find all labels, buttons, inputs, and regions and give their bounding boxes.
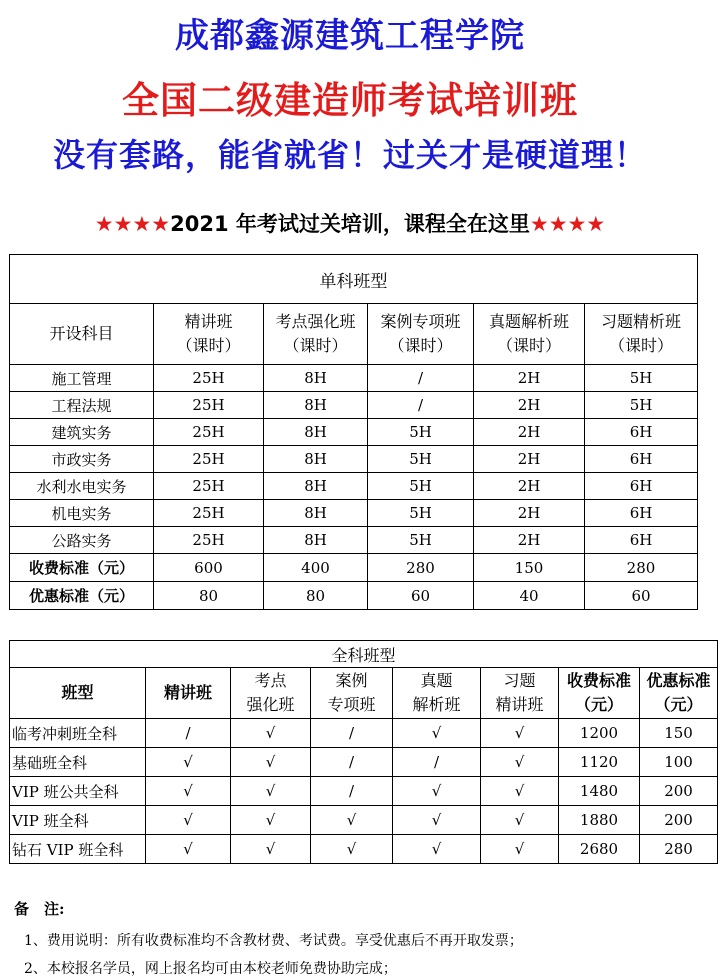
table-cell: 25H <box>154 500 264 527</box>
table-cell: 2H <box>474 527 585 554</box>
table-cell: √ <box>231 806 311 835</box>
table-cell: 5H <box>368 500 474 527</box>
single-table-title: 单科班型 <box>10 255 698 304</box>
table-row <box>10 446 698 473</box>
table-cell: 1480 <box>559 777 640 806</box>
table-cell: 1200 <box>559 719 640 748</box>
table-cell: 6H <box>585 527 698 554</box>
table-cell: √ <box>231 835 311 864</box>
promo-text: 2021 年考试过关培训，课程全在这里 <box>170 212 530 236</box>
table-row <box>10 777 718 806</box>
table-row <box>10 527 698 554</box>
discount-cell: 40 <box>474 582 585 610</box>
table-cell: √ <box>481 719 559 748</box>
table-cell: 2H <box>474 365 585 392</box>
table-cell: 5H <box>368 446 474 473</box>
table-cell: / <box>311 719 393 748</box>
table-cell: 8H <box>264 392 368 419</box>
table-cell: √ <box>231 777 311 806</box>
table-cell: √ <box>393 835 481 864</box>
column-header: 案例专项班 （课时） <box>368 304 474 365</box>
table-cell: 200 <box>640 777 718 806</box>
table-cell: 5H <box>585 392 698 419</box>
table-cell: 25H <box>154 473 264 500</box>
table-cell: 5H <box>368 527 474 554</box>
table-cell: 1880 <box>559 806 640 835</box>
table-row <box>10 392 698 419</box>
table-cell: 2H <box>474 473 585 500</box>
class-name-cell: VIP 班公共全科 <box>10 777 146 806</box>
table-cell: 2H <box>474 500 585 527</box>
table-cell: √ <box>393 806 481 835</box>
table-cell: 5H <box>368 419 474 446</box>
table-cell: 100 <box>640 748 718 777</box>
table-cell: 25H <box>154 365 264 392</box>
subject-cell: 公路实务 <box>10 527 154 554</box>
table-cell: 5H <box>585 365 698 392</box>
class-name-cell: 临考冲刺班全科 <box>10 719 146 748</box>
single-subject-table <box>9 254 698 610</box>
table-cell: 8H <box>264 446 368 473</box>
table-cell: √ <box>231 748 311 777</box>
notes-title: 备 注: <box>14 900 65 918</box>
table-cell: 1120 <box>559 748 640 777</box>
table-row <box>10 806 718 835</box>
discount-label: 优惠标准（元） <box>10 582 154 610</box>
column-header: 考点 强化班 <box>231 668 311 719</box>
table-row <box>10 835 718 864</box>
table-cell: / <box>311 777 393 806</box>
note-item: 1、费用说明：所有收费标准均不含教材费、考试费。享受优惠后不再开取发票； <box>24 933 523 949</box>
table-cell: / <box>368 365 474 392</box>
table-cell: 8H <box>264 365 368 392</box>
column-header: 优惠标准 （元） <box>640 668 718 719</box>
table-cell: √ <box>481 777 559 806</box>
table-cell: √ <box>146 777 231 806</box>
column-header: 习题 精讲班 <box>481 668 559 719</box>
fee-cell: 600 <box>154 554 264 582</box>
note-item: 2、本校报名学员，网上报名均可由本校老师免费协助完成； <box>24 961 397 977</box>
class-type-header: 班型 <box>10 668 146 719</box>
discount-row <box>10 582 698 610</box>
table-cell: √ <box>311 835 393 864</box>
subject-cell: 水利水电实务 <box>10 473 154 500</box>
subject-cell: 建筑实务 <box>10 419 154 446</box>
table-cell: 8H <box>264 500 368 527</box>
discount-cell: 80 <box>264 582 368 610</box>
promo-stars-left: ★★★★ <box>94 212 171 236</box>
table-cell: 200 <box>640 806 718 835</box>
table-cell: √ <box>481 748 559 777</box>
table-cell: 25H <box>154 392 264 419</box>
table-cell: √ <box>481 835 559 864</box>
fee-cell: 280 <box>368 554 474 582</box>
table-cell: 2680 <box>559 835 640 864</box>
table-cell: 2H <box>474 446 585 473</box>
table-cell: √ <box>481 806 559 835</box>
slogan: 没有套路，能省就省！过关才是硬道理！ <box>52 136 647 174</box>
table-cell: / <box>146 719 231 748</box>
class-name-cell: 基础班全科 <box>10 748 146 777</box>
class-name-cell: VIP 班全科 <box>10 806 146 835</box>
fee-row <box>10 554 698 582</box>
table-row <box>10 500 698 527</box>
table-cell: √ <box>146 748 231 777</box>
subject-cell: 市政实务 <box>10 446 154 473</box>
table-cell: 6H <box>585 419 698 446</box>
table-cell: 2H <box>474 392 585 419</box>
table-cell: 5H <box>368 473 474 500</box>
promo-line <box>0 208 700 238</box>
column-header: 习题精析班 （课时） <box>585 304 698 365</box>
full-subject-table <box>9 640 718 864</box>
column-header: 精讲班 （课时） <box>154 304 264 365</box>
column-header: 收费标准 （元） <box>559 668 640 719</box>
table-cell: 280 <box>640 835 718 864</box>
discount-cell: 80 <box>154 582 264 610</box>
course-title: 全国二级建造师考试培训班 <box>122 79 578 122</box>
table-cell: 2H <box>474 419 585 446</box>
column-header: 案例 专项班 <box>311 668 393 719</box>
table-row <box>10 719 718 748</box>
column-header: 真题 解析班 <box>393 668 481 719</box>
table-row <box>10 365 698 392</box>
table-cell: 8H <box>264 473 368 500</box>
fee-cell: 400 <box>264 554 368 582</box>
full-table-title: 全科班型 <box>10 641 718 668</box>
table-cell: 8H <box>264 419 368 446</box>
table-cell: 25H <box>154 419 264 446</box>
table-cell: √ <box>146 835 231 864</box>
table-row <box>10 748 718 777</box>
table-cell: / <box>393 748 481 777</box>
table-cell: 25H <box>154 527 264 554</box>
table-cell: 6H <box>585 500 698 527</box>
table-cell: 8H <box>264 527 368 554</box>
table-cell: 150 <box>640 719 718 748</box>
school-title: 成都鑫源建筑工程学院 <box>175 16 525 56</box>
table-cell: / <box>368 392 474 419</box>
table-cell: √ <box>393 777 481 806</box>
table-cell: / <box>311 748 393 777</box>
fee-cell: 280 <box>585 554 698 582</box>
table-cell: √ <box>231 719 311 748</box>
discount-cell: 60 <box>368 582 474 610</box>
fee-cell: 150 <box>474 554 585 582</box>
subject-cell: 施工管理 <box>10 365 154 392</box>
table-row <box>10 419 698 446</box>
subject-cell: 工程法规 <box>10 392 154 419</box>
table-cell: √ <box>393 719 481 748</box>
promo-stars-right: ★★★★ <box>529 212 606 236</box>
table-cell: √ <box>311 806 393 835</box>
discount-cell: 60 <box>585 582 698 610</box>
table-cell: 6H <box>585 473 698 500</box>
table-row <box>10 473 698 500</box>
subject-cell: 机电实务 <box>10 500 154 527</box>
table-cell: 25H <box>154 446 264 473</box>
subject-header: 开设科目 <box>10 304 154 365</box>
column-header: 考点强化班 （课时） <box>264 304 368 365</box>
column-header: 真题解析班 （课时） <box>474 304 585 365</box>
fee-label: 收费标准（元） <box>10 554 154 582</box>
table-cell: 6H <box>585 446 698 473</box>
column-header: 精讲班 <box>146 668 231 719</box>
table-cell: √ <box>146 806 231 835</box>
class-name-cell: 钻石 VIP 班全科 <box>10 835 146 864</box>
